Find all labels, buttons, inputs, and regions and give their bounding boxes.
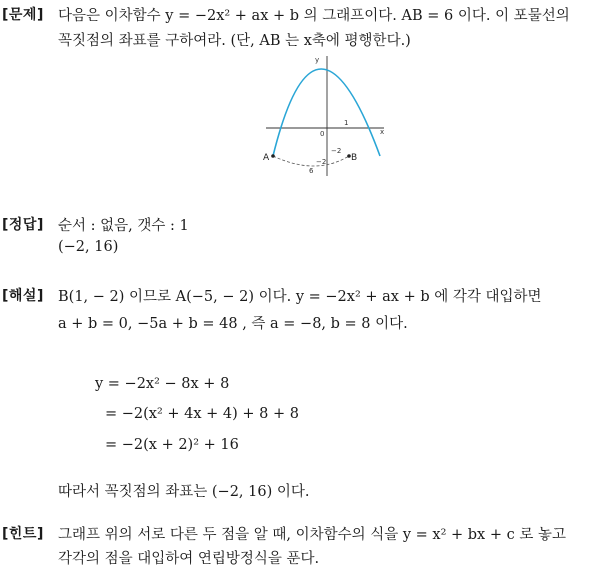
tick-label-y-neg2-b: −2 xyxy=(316,158,327,166)
tick-label-x-1: 1 xyxy=(344,119,349,127)
solution-eq-2: = −2(x² + 4x + 4) + 8 + 8 xyxy=(105,406,299,422)
problem-tag: [문제] xyxy=(2,7,44,23)
problem-graph xyxy=(258,48,394,180)
dashed-chord xyxy=(273,156,349,166)
point-a-label: A xyxy=(263,153,270,163)
solution-conclusion: 따라서 꼭짓점의 좌표는 (−2, 16) 이다. xyxy=(58,484,310,500)
solution-tag: [해설] xyxy=(2,288,44,304)
tick-label-y-neg2-a: −2 xyxy=(331,147,342,155)
origin-label: 0 xyxy=(320,130,325,138)
hint-line-1: 그래프 위의 서로 다른 두 점을 알 때, 이차함수의 식을 y = x² + bx + c 로 놓고 xyxy=(58,527,566,543)
answer-line-1: 순서 : 없음, 갯수 : 1 xyxy=(58,218,189,234)
parabola-curve xyxy=(273,69,380,156)
y-axis-label: y xyxy=(315,56,320,64)
hint-line-2: 각각의 점을 대입하여 연립방정식을 푼다. xyxy=(58,551,320,567)
solution-eq-3: = −2(x + 2)² + 16 xyxy=(105,437,239,453)
solution-line-1: B(1, − 2) 이므로 A(−5, − 2) 이다. y = −2x² + ax + b 에 각각 대입하면 xyxy=(58,289,542,305)
x-axis-label: x xyxy=(380,128,385,136)
point-a-dot xyxy=(271,154,275,158)
hint-tag: [힌트] xyxy=(2,526,44,542)
problem-line-1: 다음은 이차함수 y = −2x² + ax + b 의 그래프이다. AB = 6 이다. 이 포물선의 xyxy=(58,8,570,24)
tick-label-y-6: 6 xyxy=(309,167,314,175)
answer-line-2: (−2, 16) xyxy=(58,239,119,255)
point-b-label: B xyxy=(351,153,358,163)
solution-eq-1: y = −2x² − 8x + 8 xyxy=(95,376,230,392)
solution-line-2: a + b = 0, −5a + b = 48 , 즉 a = −8, b = 8 이다. xyxy=(58,316,408,332)
answer-tag: [정답] xyxy=(2,217,44,233)
problem-line-2: 꼭짓점의 좌표를 구하여라. (단, AB 는 x축에 평행한다.) xyxy=(58,33,411,49)
